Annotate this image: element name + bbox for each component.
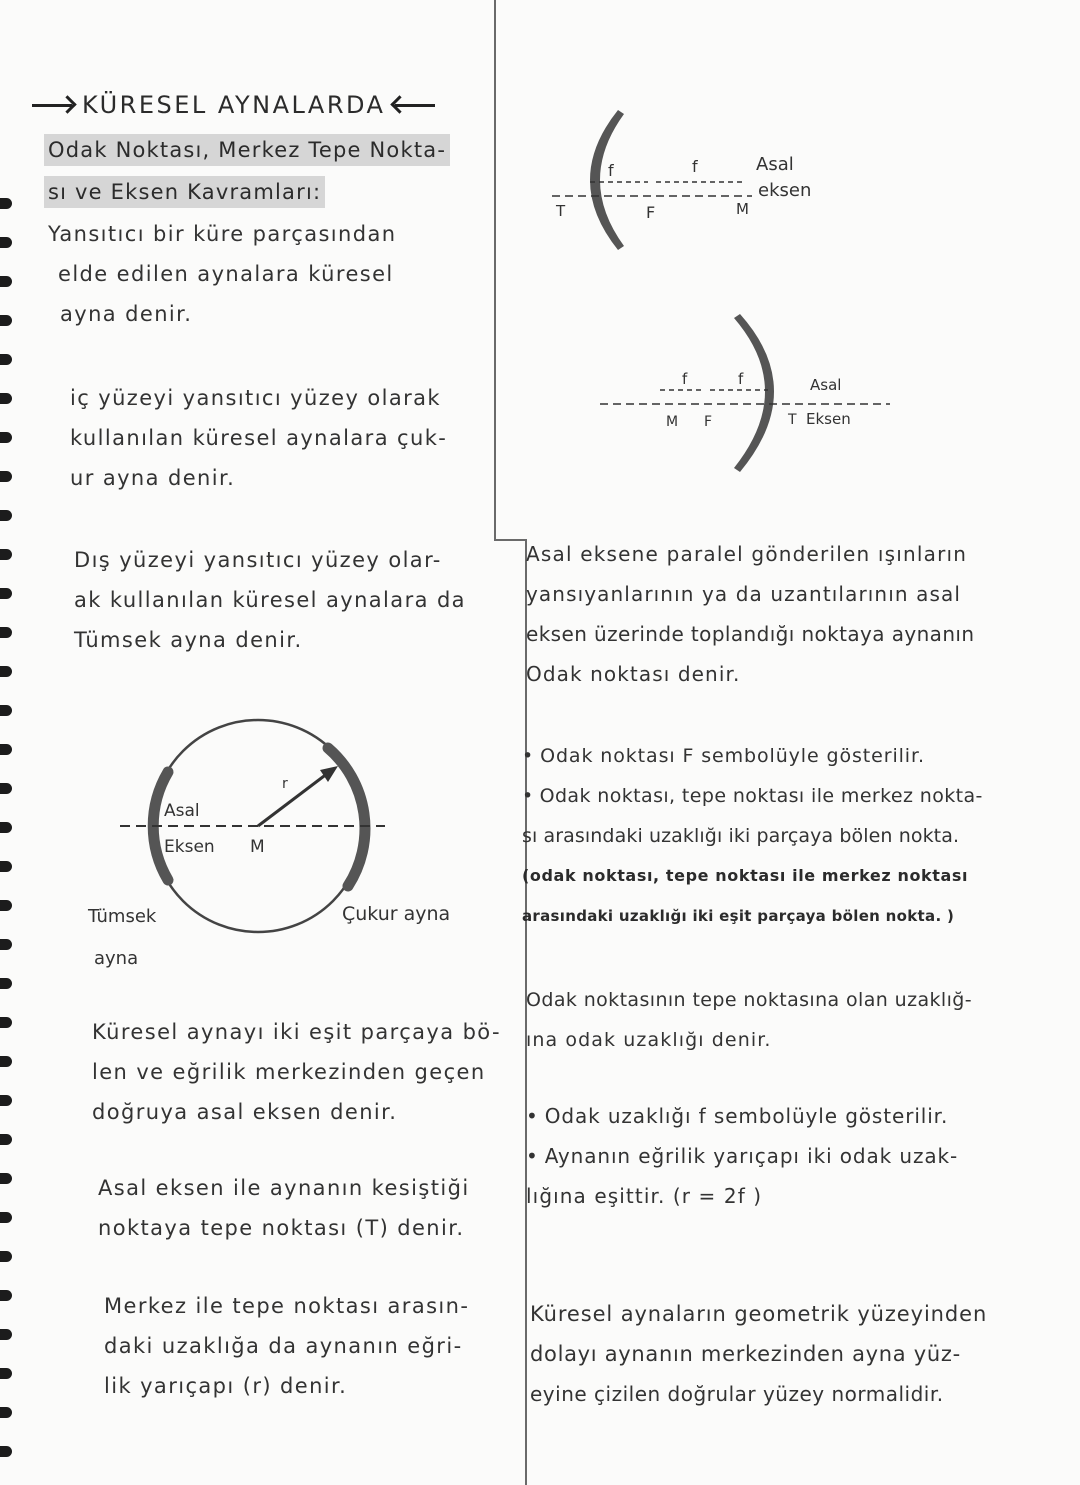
label-f-point: F: [646, 203, 656, 222]
text-line: ak kullanılan küresel aynalara da: [74, 588, 466, 612]
binding-hole: [0, 978, 12, 989]
text-line: lik yarıçapı (r) denir.: [104, 1374, 348, 1398]
binding-hole: [0, 354, 12, 365]
focus-bullets: [522, 736, 983, 936]
label-axis-2: eksen: [758, 180, 812, 201]
subtitle-line-1: Odak Noktası, Merkez Tepe Nokta-: [44, 134, 450, 166]
label-f2: f: [738, 370, 744, 388]
label-m: M: [666, 414, 679, 430]
label-concave: Çukur ayna: [342, 903, 451, 925]
radius-arrow: [258, 770, 332, 826]
radius-paragraph: [104, 1286, 469, 1406]
text-line: daki uzaklığa da aynanın eğri-: [104, 1334, 463, 1358]
text-line: Dış yüzeyi yansıtıcı yüzey olar-: [74, 548, 442, 572]
binding-hole: [0, 510, 12, 521]
label-m: M: [250, 837, 265, 857]
text-line: Asal eksene paralel gönderilen ışınların: [526, 542, 968, 566]
text-line: doğruya asal eksen denir.: [92, 1100, 398, 1124]
text-line: eyine çizilen doğrular yüzey normalidir.: [530, 1382, 944, 1406]
binding-hole: [0, 471, 12, 482]
binding-hole: [0, 1212, 12, 1223]
binding-hole: [0, 705, 12, 716]
text-line: arasındaki uzaklığı iki eşit parçaya bölen nokta. ): [522, 907, 955, 925]
label-axis-2: Eksen: [806, 410, 851, 428]
label-eksen: Eksen: [164, 837, 215, 857]
binding-hole: [0, 1329, 12, 1340]
focus-definition-paragraph: [526, 534, 974, 694]
principal-axis-paragraph: [92, 1012, 501, 1132]
text-line: kullanılan küresel aynalara çuk-: [70, 426, 448, 450]
text-line: ur ayna denir.: [70, 466, 236, 490]
binding-hole: [0, 276, 12, 287]
binding-hole: [0, 549, 12, 560]
label-convex-1: Tümsek: [88, 906, 157, 927]
text-line: noktaya tepe noktası (T) denir.: [98, 1216, 465, 1240]
bullet-item: • Odak noktası F sembolüyle gösterilir.: [522, 736, 983, 776]
binding-hole: [0, 588, 12, 599]
spherical-mirror-diagram: [80, 700, 500, 990]
binding-hole: [0, 1251, 12, 1262]
binding-hole: [0, 1368, 12, 1379]
label-t: T: [788, 412, 797, 428]
label-convex-2: ayna: [94, 948, 139, 969]
concave-definition-paragraph: [70, 378, 447, 498]
text-line: dolayı aynanın merkezinden ayna yüz-: [530, 1342, 961, 1366]
label-r: r: [282, 776, 288, 792]
binding-hole: [0, 822, 12, 833]
binding-hole: [0, 237, 12, 248]
focal-length-paragraph: [526, 980, 972, 1060]
convex-mirror-diagram: [600, 310, 900, 480]
binding-hole: [0, 627, 12, 638]
column-divider-top: [494, 0, 496, 540]
focal-length-bullets: [526, 1096, 958, 1216]
binding-hole: [0, 198, 12, 209]
text-line: sı arasındaki uzaklığı iki parçaya bölen nokta.: [522, 825, 960, 847]
radius-arrowhead: [320, 766, 338, 782]
binding-hole: [0, 783, 12, 794]
text-line: ayna denir.: [60, 302, 193, 326]
text-line: yansıyanlarının ya da uzantılarının asal: [526, 582, 961, 606]
text-line: iç yüzeyi yansıtıcı yüzey olarak: [70, 386, 441, 410]
binding-hole: [0, 1134, 12, 1145]
text-line: Asal eksen ile aynanın kesiştiği: [98, 1176, 470, 1200]
definition-paragraph: [48, 214, 396, 334]
subtitle-line-2: sı ve Eksen Kavramları:: [44, 176, 325, 208]
binding-hole: [0, 1056, 12, 1067]
text-line: len ve eğrilik merkezinden geçen: [92, 1060, 486, 1084]
label-f-point: F: [704, 414, 713, 430]
bullet-item: • Aynanın eğrilik yarıçapı iki odak uzak-: [526, 1136, 958, 1176]
label-f1: f: [682, 370, 688, 388]
binding-hole: [0, 1446, 12, 1457]
text-line: Merkez ile tepe noktası arasın-: [104, 1294, 470, 1318]
spiral-binding: [0, 0, 20, 1485]
text-line: Küresel aynayı iki eşit parçaya bö-: [92, 1020, 501, 1044]
binding-hole: [0, 1290, 12, 1301]
binding-hole: [0, 1407, 12, 1418]
arrow-right-icon: [32, 104, 72, 107]
binding-hole: [0, 393, 12, 404]
binding-hole: [0, 861, 12, 872]
text-line: elde edilen aynalara küresel: [58, 262, 394, 286]
text-line: Tümsek ayna denir.: [74, 628, 303, 652]
text-line: Küresel aynaların geometrik yüzeyinden: [530, 1302, 988, 1326]
binding-hole: [0, 432, 12, 443]
text-line: lığına eşittir. (r = 2f ): [526, 1184, 763, 1208]
text-line: (odak noktası, tepe noktası ile merkez noktası: [522, 866, 969, 885]
binding-hole: [0, 939, 12, 950]
column-divider-join: [494, 539, 527, 541]
text-line: Odak noktası denir.: [526, 662, 741, 686]
convex-mirror-shape: [734, 314, 774, 472]
label-t: T: [556, 202, 566, 220]
page-title: [32, 82, 492, 128]
convex-definition-paragraph: [74, 540, 466, 660]
bullet-item: • Odak noktası, tepe noktası ile merkez nokta-: [522, 776, 983, 816]
arrow-left-icon: [395, 104, 435, 107]
concave-mirror-diagram: [552, 100, 852, 260]
concave-mirror-shape: [590, 110, 624, 250]
binding-hole: [0, 900, 12, 911]
vertex-paragraph: [98, 1168, 470, 1248]
label-asal: Asal: [164, 801, 200, 821]
page-title-text: KÜRESEL AYNALARDA: [82, 91, 386, 119]
surface-normal-paragraph: [530, 1294, 987, 1414]
label-f2: f: [692, 157, 698, 176]
label-axis-1: Asal: [810, 376, 842, 394]
text-line: ına odak uzaklığı denir.: [526, 1029, 772, 1051]
binding-hole: [0, 744, 12, 755]
label-axis-1: Asal: [756, 154, 794, 175]
binding-hole: [0, 1095, 12, 1106]
label-f1: f: [608, 161, 614, 180]
text-line: eksen üzerinde toplandığı noktaya aynanın: [526, 622, 975, 646]
binding-hole: [0, 1173, 12, 1184]
label-m: M: [736, 200, 749, 218]
binding-hole: [0, 666, 12, 677]
text-line: Odak noktasının tepe noktasına olan uzaklığ-: [526, 989, 972, 1011]
binding-hole: [0, 315, 12, 326]
bullet-item: • Odak uzaklığı f sembolüyle gösterilir.: [526, 1096, 958, 1136]
text-line: Yansıtıcı bir küre parçasından: [48, 222, 397, 246]
binding-hole: [0, 1017, 12, 1028]
